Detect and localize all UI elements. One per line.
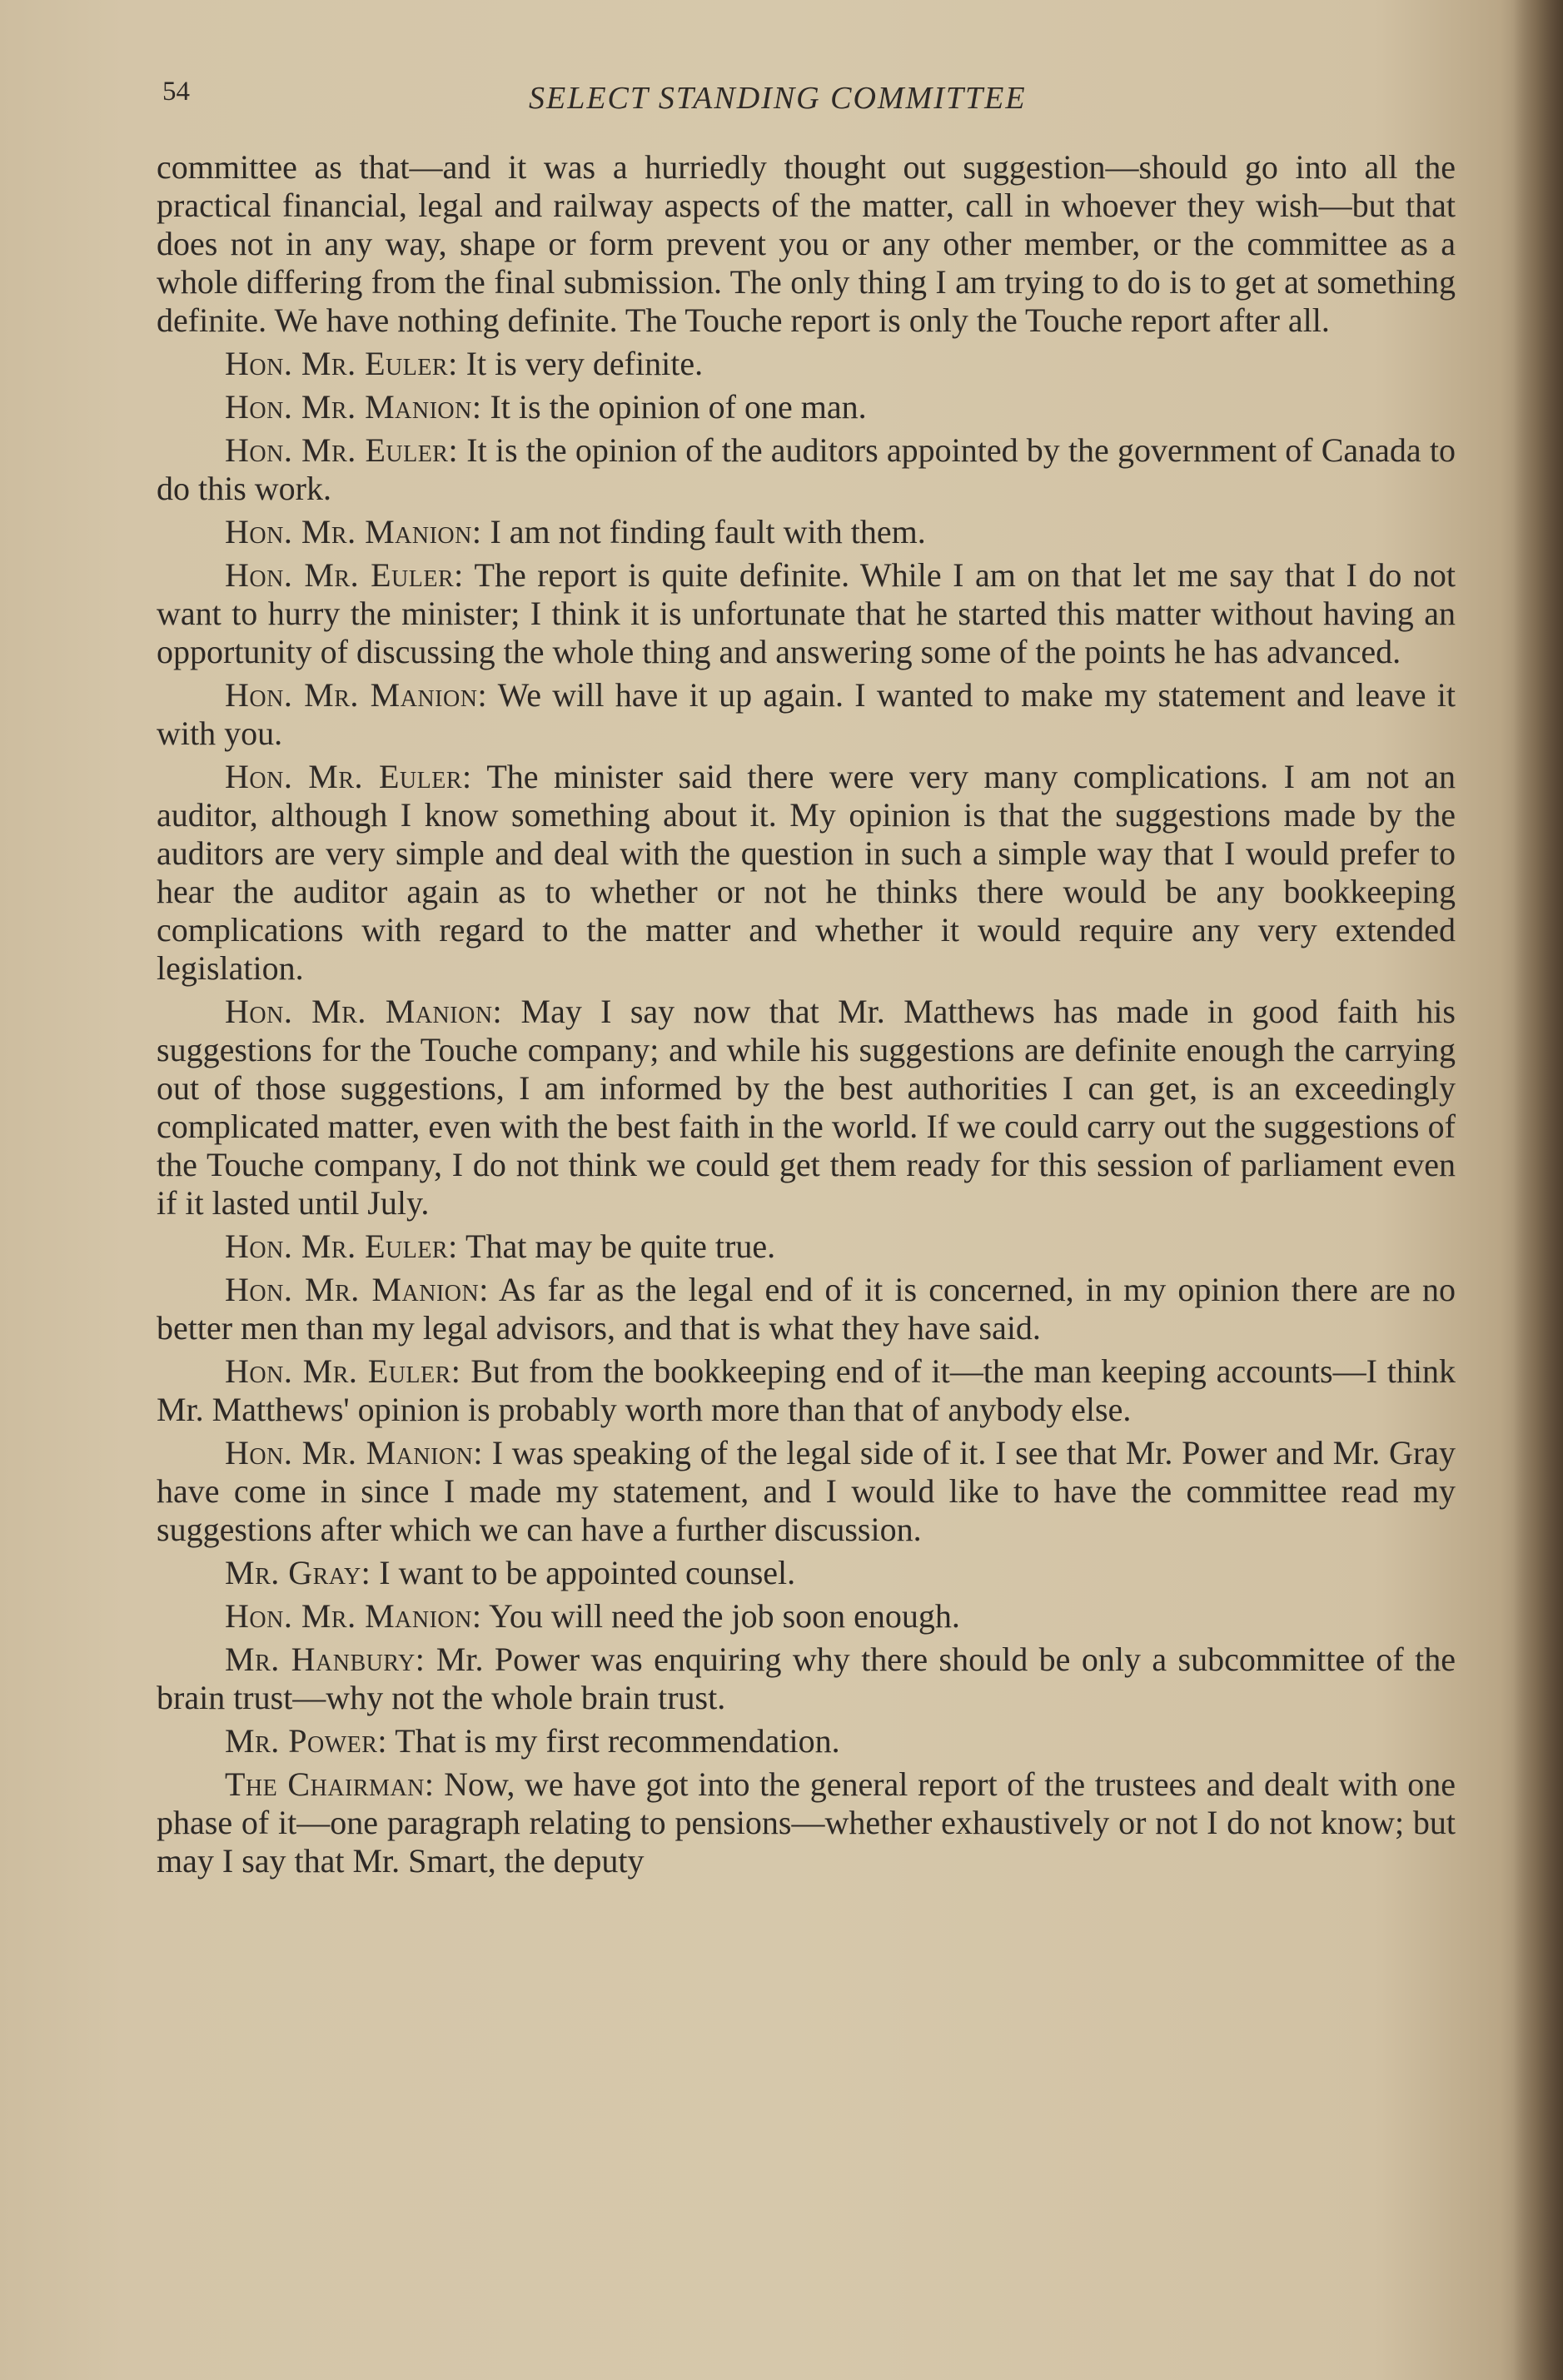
paragraph-text: I am not finding fault with them. bbox=[481, 513, 926, 550]
paragraph bbox=[157, 388, 1456, 426]
paragraph bbox=[157, 556, 1456, 671]
speaker-name: Hon. Mr. Manion: bbox=[225, 993, 503, 1030]
paragraph bbox=[157, 345, 1456, 383]
speaker-name: The Chairman: bbox=[225, 1765, 435, 1803]
speaker-name: Hon. Mr. Manion: bbox=[225, 513, 482, 550]
paragraph bbox=[157, 1597, 1456, 1636]
speaker-name: Hon. Mr. Euler: bbox=[225, 758, 472, 795]
paragraph bbox=[157, 1765, 1456, 1880]
running-head: SELECT STANDING COMMITTEE bbox=[529, 81, 1027, 116]
page-number: 54 bbox=[162, 77, 190, 107]
speaker-name: Hon. Mr. Euler: bbox=[225, 1352, 461, 1390]
paragraph-text: It is the opinion of the auditors appointed by the government of Canada to do this work. bbox=[157, 431, 1456, 507]
paragraph-text: That is my first recommendation. bbox=[387, 1722, 840, 1760]
transcript-body bbox=[157, 148, 1456, 1885]
paragraph-text: You will need the job soon enough. bbox=[481, 1597, 960, 1635]
paragraph-text: committee as that—and it was a hurriedly thought out suggestion—should go into all the practical financial, legal and railway aspects of the matter, call in whoever they wish—but that does not in any way, shape or form prevent you or any other member, or the committee as a whole differing from the final submission. The only thing I am trying to do is to get at something definite. We have nothing definite. The Touche report is only the Touche report after all. bbox=[157, 148, 1456, 339]
speaker-name: Hon. Mr. Euler: bbox=[225, 345, 458, 382]
speaker-name: Hon. Mr. Manion: bbox=[225, 1434, 483, 1471]
paragraph bbox=[157, 758, 1456, 988]
paragraph-text: That may be quite true. bbox=[457, 1227, 776, 1265]
paragraph-text: Mr. Power was enquiring why there should be only a subcommittee of the brain trust—why not the whole brain trust. bbox=[157, 1641, 1456, 1716]
page-header bbox=[162, 77, 1461, 127]
paragraph-text: I want to be appointed counsel. bbox=[371, 1554, 796, 1591]
speaker-name: Hon. Mr. Euler: bbox=[225, 431, 459, 469]
speaker-name: Hon. Mr. Manion: bbox=[225, 1271, 489, 1308]
paragraph-text: The report is quite definite. While I am on that let me say that I do not want to hurry the minister; I think it is unfortunate that he started this matter without having an opportunity of discussing the whole thing and answering some of the points he has advanced. bbox=[157, 556, 1456, 670]
speaker-name: Hon. Mr. Euler: bbox=[225, 1227, 458, 1265]
paragraph-text: It is the opinion of one man. bbox=[481, 388, 867, 426]
paragraph bbox=[157, 1227, 1456, 1266]
paragraph-text: We will have it up again. I wanted to make my statement and leave it with you. bbox=[157, 676, 1456, 752]
paragraph bbox=[157, 1554, 1456, 1592]
paragraph bbox=[157, 148, 1456, 340]
paragraph-text: The minister said there were very many complications. I am not an auditor, although I know something about it. My opinion is that the suggestions made by the auditors are very simple and deal with the question in such a simple way that I would prefer to hear the auditor again as to whether or not he thinks there would be any bookkeeping complications with regard to the matter and whether it would require any very extended legislation. bbox=[157, 758, 1456, 987]
paragraph bbox=[157, 993, 1456, 1222]
paragraph-text: May I say now that Mr. Matthews has made in good faith his suggestions for the Touche company; and while his suggestions are definite enough the carrying out of those suggestions, I am informed by the best authorities I can get, is an exceedingly complicated matter, even with the best faith in the world. If we could carry out the suggestions of the Touche company, I do not think we could get them ready for this session of parliament even if it lasted until July. bbox=[157, 993, 1456, 1222]
speaker-name: Hon. Mr. Manion: bbox=[225, 676, 488, 714]
paragraph-text: It is very definite. bbox=[457, 345, 704, 382]
speaker-name: Mr. Power: bbox=[225, 1722, 388, 1760]
paragraph-text: Now, we have got into the general report of the trustees and dealt with one phase of it—one paragraph relating to pensions—whether exhaustively or not I do not know; but may I say that Mr. Smart, the deputy bbox=[157, 1765, 1456, 1880]
paragraph bbox=[157, 513, 1456, 551]
paragraph bbox=[157, 1271, 1456, 1347]
paragraph-text: I was speaking of the legal side of it. I see that Mr. Power and Mr. Gray have come in since I made my statement, and I would like to have the committee read my suggestions after which we can have a further discussion. bbox=[157, 1434, 1456, 1548]
speaker-name: Hon. Mr. Euler: bbox=[225, 556, 464, 594]
paragraph bbox=[157, 1352, 1456, 1429]
speaker-name: Mr. Hanbury: bbox=[225, 1641, 426, 1678]
paragraph bbox=[157, 431, 1456, 508]
paragraph bbox=[157, 1434, 1456, 1549]
paragraph-text: As far as the legal end of it is concerned, in my opinion there are no better men than my legal advisors, and that is what they have said. bbox=[157, 1271, 1456, 1347]
speaker-name: Mr. Gray: bbox=[225, 1554, 371, 1591]
speaker-name: Hon. Mr. Manion: bbox=[225, 388, 482, 426]
speaker-name: Hon. Mr. Manion: bbox=[225, 1597, 482, 1635]
paragraph-text: But from the bookkeeping end of it—the man keeping accounts—I think Mr. Matthews' opinion is probably worth more than that of anybody else. bbox=[157, 1352, 1456, 1428]
book-spine-shadow bbox=[1513, 0, 1563, 2380]
paragraph bbox=[157, 1722, 1456, 1760]
paragraph bbox=[157, 1641, 1456, 1717]
paragraph bbox=[157, 676, 1456, 753]
